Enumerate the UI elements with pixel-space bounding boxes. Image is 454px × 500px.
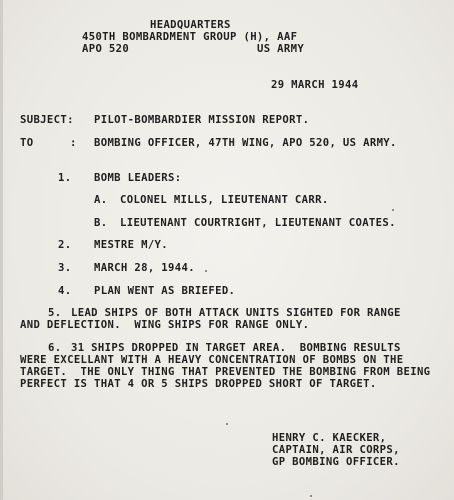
item-3-text: MARCH 28, 1944. <box>94 262 195 274</box>
item-6-line-3: TARGET. THE ONLY THING THAT PREVENTED THE BOMBING FROM BEING <box>20 366 431 378</box>
to-label: TO <box>20 137 34 149</box>
signature-name: HENRY C. KAECKER, <box>272 432 387 444</box>
signature-rank: CAPTAIN, AIR CORPS, <box>272 444 400 456</box>
subject-value: PILOT-BOMBARDIER MISSION REPORT. <box>94 114 310 126</box>
letterhead-group: 450TH BOMBARDMENT GROUP (H), AAF <box>82 31 298 43</box>
item-5-number: 5. <box>48 307 62 319</box>
letterhead-apo: APO 520 <box>82 43 130 55</box>
item-6-number: 6. <box>48 342 62 354</box>
item-2-text: MESTRE M/Y. <box>94 239 169 251</box>
item-1-text: BOMB LEADERS: <box>94 172 182 184</box>
paper-speck <box>205 270 207 272</box>
item-5-line-2: AND DEFLECTION. WING SHIPS FOR RANGE ONLY. <box>20 319 310 331</box>
item-6-line-4: PERFECT IS THAT 4 OR 5 SHIPS DROPPED SHORT OF TARGET. <box>20 378 377 390</box>
signature-title: GP BOMBING OFFICER. <box>272 456 400 468</box>
item-5-line-1: LEAD SHIPS OF BOTH ATTACK UNITS SIGHTED FOR RANGE <box>71 307 401 319</box>
letterhead-headquarters: HEADQUARTERS <box>150 19 231 31</box>
report-date: 29 MARCH 1944 <box>271 79 359 91</box>
item-6-line-1: 31 SHIPS DROPPED IN TARGET AREA. BOMBING RESULTS <box>71 342 401 354</box>
to-value: BOMBING OFFICER, 47TH WING, APO 520, US ARMY. <box>94 137 397 149</box>
letterhead-army: US ARMY <box>257 43 305 55</box>
to-separator: : <box>70 137 77 149</box>
item-1-number: 1. <box>58 172 72 184</box>
item-3-number: 3. <box>58 262 72 274</box>
item-6-line-2: WERE EXCELLANT WITH A HEAVY CONCENTRATION OF BOMBS ON THE <box>20 354 404 366</box>
item-1a-letter: A. <box>94 194 108 206</box>
item-1b-text: LIEUTENANT COURTRIGHT, LIEUTENANT COATES. <box>120 217 396 229</box>
item-1b-letter: B. <box>94 217 108 229</box>
page-edge-shadow <box>0 0 3 500</box>
item-2-number: 2. <box>58 239 72 251</box>
paper-speck <box>226 423 228 425</box>
item-4-text: PLAN WENT AS BRIEFED. <box>94 285 236 297</box>
item-4-number: 4. <box>58 285 72 297</box>
subject-label: SUBJECT: <box>20 114 74 126</box>
paper-speck <box>310 495 312 497</box>
paper-speck <box>392 209 394 211</box>
item-1a-text: COLONEL MILLS, LIEUTENANT CARR. <box>120 194 329 206</box>
